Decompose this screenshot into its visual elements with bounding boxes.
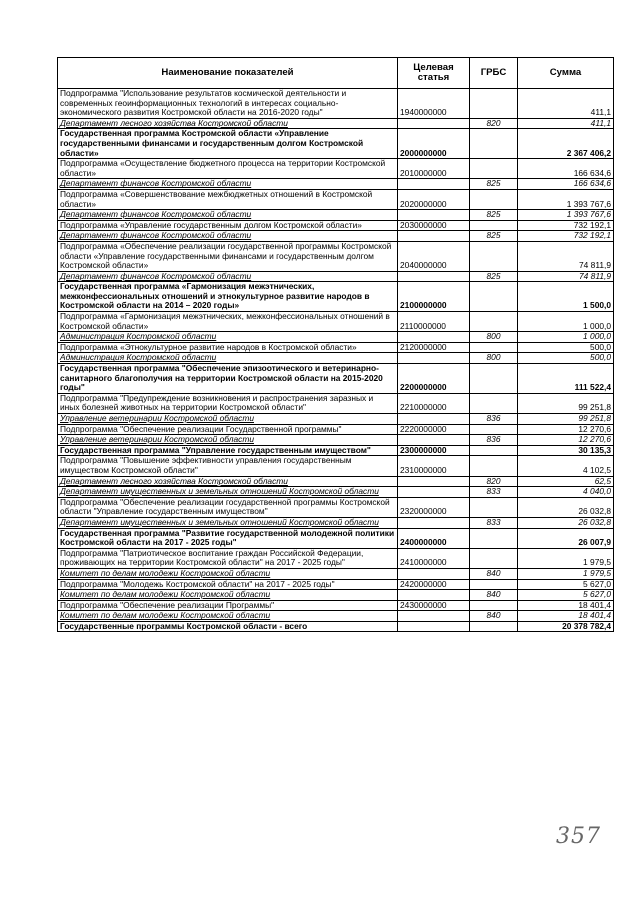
- cell-grbs: 820: [470, 476, 518, 487]
- cell-sum: 411,1: [518, 118, 614, 129]
- cell-code: [398, 179, 470, 190]
- budget-table: [57, 57, 614, 632]
- cell-sum: 2 367 406,2: [518, 129, 614, 159]
- cell-name: Подпрограмма «Осуществление бюджетного процесса на территории Костромской области»: [58, 159, 398, 179]
- cell-grbs: [470, 579, 518, 590]
- cell-grbs: [470, 129, 518, 159]
- cell-name: Подпрограмма "Использование результатов космической деятельности и современных геоинформационных технологий в интересах социально-экономического развития Костромской области на 2016-2020 годы": [58, 89, 398, 119]
- cell-sum: 500,0: [518, 353, 614, 364]
- cell-sum: 4 040,0: [518, 487, 614, 498]
- cell-grbs: 833: [470, 517, 518, 528]
- cell-sum: 26 032,8: [518, 517, 614, 528]
- cell-sum: 732 192,1: [518, 220, 614, 231]
- cell-code: [398, 611, 470, 622]
- header-grbs: ГРБС: [470, 58, 518, 89]
- cell-name: Государственная программа "Обеспечение эпизоотического и ветеринарно-санитарного благополучия на территории Костромской области на 2015-2020 годы": [58, 364, 398, 394]
- cell-code: 2040000000: [398, 241, 470, 271]
- cell-sum: 74 811,9: [518, 271, 614, 282]
- cell-code: [398, 590, 470, 601]
- cell-code: 2030000000: [398, 220, 470, 231]
- cell-code: [398, 414, 470, 425]
- cell-sum: 12 270,6: [518, 435, 614, 446]
- table-row: [58, 548, 614, 568]
- cell-name: Подпрограмма "Молодежь Костромской области" на 2017 - 2025 годы": [58, 579, 398, 590]
- cell-name: Государственная программа "Развитие государственной молодежной политики Костромской области на 2017 - 2025 годы": [58, 528, 398, 548]
- cell-grbs: 825: [470, 271, 518, 282]
- cell-grbs: 800: [470, 332, 518, 343]
- cell-code: 2020000000: [398, 189, 470, 209]
- cell-grbs: 820: [470, 118, 518, 129]
- cell-grbs: 840: [470, 568, 518, 579]
- cell-name: Комитет по делам молодежи Костромской области: [58, 611, 398, 622]
- cell-name: Департамент финансов Костромской области: [58, 231, 398, 242]
- cell-code: 2300000000: [398, 445, 470, 456]
- cell-name: Управление ветеринарии Костромской области: [58, 435, 398, 446]
- cell-grbs: [470, 159, 518, 179]
- cell-sum: 1 979,5: [518, 568, 614, 579]
- cell-name: Подпрограмма "Предупреждение возникновения и распространения заразных и иных болезней животных на территории Костромской области": [58, 393, 398, 413]
- cell-code: [398, 332, 470, 343]
- cell-code: [398, 621, 470, 632]
- cell-code: 2420000000: [398, 579, 470, 590]
- cell-sum: 411,1: [518, 89, 614, 119]
- cell-code: 2110000000: [398, 312, 470, 332]
- cell-grbs: 840: [470, 611, 518, 622]
- cell-name: Подпрограмма «Этнокультурное развитие народов в Костромской области»: [58, 342, 398, 353]
- cell-grbs: [470, 220, 518, 231]
- cell-sum: 99 251,8: [518, 414, 614, 425]
- cell-grbs: 825: [470, 179, 518, 190]
- cell-grbs: 800: [470, 353, 518, 364]
- table-row: [58, 342, 614, 353]
- cell-code: 2210000000: [398, 393, 470, 413]
- table-row: [58, 364, 614, 394]
- cell-sum: 5 627,0: [518, 590, 614, 601]
- table-row: [58, 332, 614, 343]
- table-row: [58, 282, 614, 312]
- table-row: [58, 621, 614, 632]
- cell-sum: 18 401,4: [518, 600, 614, 611]
- cell-grbs: [470, 445, 518, 456]
- cell-name: Государственная программа Костромской области «Управление государственными финансами и государственным долгом Костромской области»: [58, 129, 398, 159]
- cell-sum: 1 979,5: [518, 548, 614, 568]
- table-row: [58, 312, 614, 332]
- cell-code: 2430000000: [398, 600, 470, 611]
- cell-sum: 1 000,0: [518, 332, 614, 343]
- cell-name: Департамент имущественных и земельных отношений Костромской области: [58, 487, 398, 498]
- cell-grbs: 825: [470, 231, 518, 242]
- cell-name: Подпрограмма "Обеспечение реализации Государственной программы": [58, 424, 398, 435]
- cell-grbs: [470, 548, 518, 568]
- cell-name: Комитет по делам молодежи Костромской области: [58, 590, 398, 601]
- cell-grbs: [470, 312, 518, 332]
- cell-name: Подпрограмма «Управление государственным долгом Костромской области»: [58, 220, 398, 231]
- cell-code: 2100000000: [398, 282, 470, 312]
- cell-name: Подпрограмма "Повышение эффективности управления государственным имуществом Костромской области": [58, 456, 398, 476]
- table-row: [58, 241, 614, 271]
- table-row: [58, 220, 614, 231]
- table-row: [58, 611, 614, 622]
- table-row: [58, 517, 614, 528]
- cell-code: 2320000000: [398, 497, 470, 517]
- cell-name: Государственные программы Костромской области - всего: [58, 621, 398, 632]
- table-row: [58, 129, 614, 159]
- table-row: [58, 189, 614, 209]
- cell-code: 2120000000: [398, 342, 470, 353]
- table-row: [58, 600, 614, 611]
- table-row: [58, 497, 614, 517]
- cell-sum: 1 500,0: [518, 282, 614, 312]
- cell-sum: 111 522,4: [518, 364, 614, 394]
- table-row: [58, 590, 614, 601]
- cell-code: 2000000000: [398, 129, 470, 159]
- cell-sum: 166 634,6: [518, 179, 614, 190]
- table-row: [58, 271, 614, 282]
- cell-name: Комитет по делам молодежи Костромской области: [58, 568, 398, 579]
- cell-code: 2200000000: [398, 364, 470, 394]
- cell-grbs: [470, 364, 518, 394]
- cell-sum: 18 401,4: [518, 611, 614, 622]
- table-row: [58, 568, 614, 579]
- cell-code: [398, 271, 470, 282]
- cell-code: [398, 118, 470, 129]
- table-row: [58, 579, 614, 590]
- table-row: [58, 231, 614, 242]
- cell-sum: 166 634,6: [518, 159, 614, 179]
- cell-grbs: [470, 456, 518, 476]
- cell-grbs: [470, 621, 518, 632]
- cell-sum: 4 102,5: [518, 456, 614, 476]
- cell-name: Подпрограмма "Обеспечение реализации Программы": [58, 600, 398, 611]
- cell-name: Подпрограмма «Гармонизация межэтнических, межконфессиональных отношений в Костромской области»: [58, 312, 398, 332]
- header-code: Целевая статья: [398, 58, 470, 89]
- table-row: [58, 435, 614, 446]
- cell-name: Подпрограмма «Совершенствование межбюджетных отношений в Костромской области»: [58, 189, 398, 209]
- cell-name: Подпрограмма «Обеспечение реализации государственной программы Костромской области «Управление государственными финансами и государственным долгом Костромской области»: [58, 241, 398, 271]
- cell-code: [398, 210, 470, 221]
- cell-sum: 20 378 782,4: [518, 621, 614, 632]
- table-row: [58, 456, 614, 476]
- cell-sum: 12 270,6: [518, 424, 614, 435]
- cell-code: 2010000000: [398, 159, 470, 179]
- table-row: [58, 353, 614, 364]
- table-row: [58, 445, 614, 456]
- cell-sum: 5 627,0: [518, 579, 614, 590]
- table-header-row: [58, 58, 614, 89]
- cell-grbs: 833: [470, 487, 518, 498]
- table-row: [58, 159, 614, 179]
- cell-code: [398, 435, 470, 446]
- cell-grbs: 836: [470, 414, 518, 425]
- cell-name: Департамент финансов Костромской области: [58, 210, 398, 221]
- cell-name: Подпрограмма "Патриотическое воспитание граждан Российской Федерации, проживающих на территории Костромской области" на 2017 - 2025 годы": [58, 548, 398, 568]
- cell-sum: 500,0: [518, 342, 614, 353]
- cell-code: [398, 568, 470, 579]
- table-row: [58, 179, 614, 190]
- cell-sum: 732 192,1: [518, 231, 614, 242]
- cell-sum: 26 007,9: [518, 528, 614, 548]
- cell-sum: 1 393 767,6: [518, 210, 614, 221]
- table-row: [58, 118, 614, 129]
- cell-grbs: [470, 393, 518, 413]
- budget-table-sheet: [57, 57, 613, 632]
- table-row: [58, 89, 614, 119]
- table-row: [58, 424, 614, 435]
- cell-code: 2400000000: [398, 528, 470, 548]
- cell-grbs: 836: [470, 435, 518, 446]
- cell-grbs: [470, 497, 518, 517]
- cell-name: Управление ветеринарии Костромской области: [58, 414, 398, 425]
- cell-code: [398, 517, 470, 528]
- cell-name: Департамент финансов Костромской области: [58, 179, 398, 190]
- table-row: [58, 210, 614, 221]
- cell-sum: 62,5: [518, 476, 614, 487]
- cell-name: Департамент финансов Костромской области: [58, 271, 398, 282]
- table-row: [58, 476, 614, 487]
- header-sum: Сумма: [518, 58, 614, 89]
- cell-code: 2410000000: [398, 548, 470, 568]
- cell-name: Администрация Костромской области: [58, 353, 398, 364]
- header-name: Наименование показателей: [58, 58, 398, 89]
- cell-sum: 30 135,3: [518, 445, 614, 456]
- cell-grbs: [470, 528, 518, 548]
- cell-sum: 74 811,9: [518, 241, 614, 271]
- cell-sum: 26 032,8: [518, 497, 614, 517]
- cell-name: Государственная программа "Управление государственным имуществом": [58, 445, 398, 456]
- cell-code: 1940000000: [398, 89, 470, 119]
- cell-name: Государственная программа «Гармонизация межэтнических, межконфессиональных отношений и этнокультурное развитие народов в Костромской области на 2014 – 2020 годы»: [58, 282, 398, 312]
- table-row: [58, 487, 614, 498]
- cell-grbs: [470, 600, 518, 611]
- cell-name: Департамент имущественных и земельных отношений Костромской области: [58, 517, 398, 528]
- cell-code: 2220000000: [398, 424, 470, 435]
- cell-grbs: [470, 241, 518, 271]
- cell-code: [398, 231, 470, 242]
- cell-grbs: [470, 189, 518, 209]
- cell-name: Подпрограмма "Обеспечение реализации государственной программы Костромской области "Управление государственным имуществом": [58, 497, 398, 517]
- cell-grbs: [470, 424, 518, 435]
- table-row: [58, 393, 614, 413]
- table-body: [58, 89, 614, 632]
- table-row: [58, 528, 614, 548]
- cell-grbs: 840: [470, 590, 518, 601]
- cell-grbs: [470, 282, 518, 312]
- cell-grbs: 825: [470, 210, 518, 221]
- cell-grbs: [470, 89, 518, 119]
- cell-sum: 99 251,8: [518, 393, 614, 413]
- cell-sum: 1 000,0: [518, 312, 614, 332]
- cell-code: [398, 353, 470, 364]
- cell-code: 2310000000: [398, 456, 470, 476]
- cell-name: Департамент лесного хозяйства Костромской области: [58, 118, 398, 129]
- cell-name: Департамент лесного хозяйства Костромской области: [58, 476, 398, 487]
- handwritten-page-number: 357: [556, 824, 601, 849]
- cell-code: [398, 487, 470, 498]
- cell-sum: 1 393 767,6: [518, 189, 614, 209]
- cell-code: [398, 476, 470, 487]
- table-row: [58, 414, 614, 425]
- cell-name: Администрация Костромской области: [58, 332, 398, 343]
- cell-grbs: [470, 342, 518, 353]
